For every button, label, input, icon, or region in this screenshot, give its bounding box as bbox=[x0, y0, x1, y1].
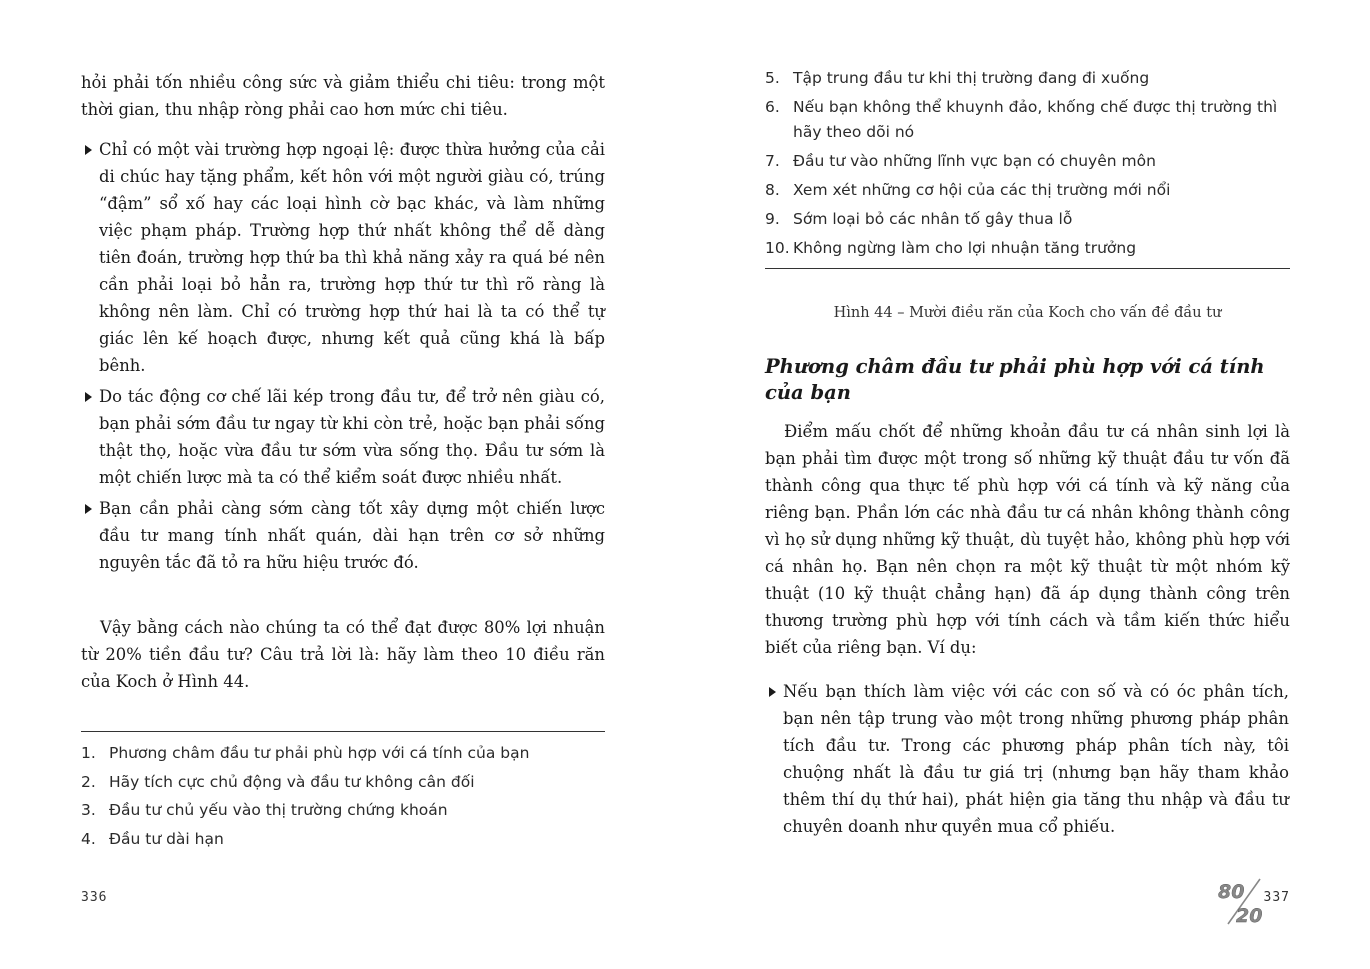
item-number: 9. bbox=[765, 210, 780, 228]
item-number: 3. bbox=[81, 801, 96, 819]
closing-paragraph: Vậy bằng cách nào chúng ta có thể đạt được 80% lợi nhuận từ 20% tiền đầu tư? Câu trả lời là: hãy làm theo 10 điều răn của Koch ở Hình 44. bbox=[81, 618, 605, 691]
right-bullet-list bbox=[765, 678, 1289, 844]
body-paragraph: Điểm mấu chốt để những khoản đầu tư cá nhân sinh lợi là bạn phải tìm được một trong số những kỹ thuật đầu tư vốn đã thành công qua thực tế phù hợp với cá tính và kỹ năng của riêng bạn. Phần lớn các nhà đầu tư cá nhân không thành công vì họ sử dụng những kỹ thuật, dù tuyệt hảo, không phù hợp với cá nhân họ. Bạn nên chọn ra một kỹ thuật từ một nhóm kỹ thuật (10 kỹ thuật chẳng hạn) đã áp dụng thành công trên thương trường phù hợp với tính cách và tầm kiến thức hiểu biết của riêng bạn. Ví dụ: bbox=[765, 422, 1290, 657]
section-heading: Phương châm đầu tư phải phù hợp với cá tính của bạn bbox=[765, 355, 1265, 404]
item-number: 2. bbox=[81, 772, 96, 791]
triangle-bullet-icon bbox=[85, 145, 92, 155]
item-text: Không ngừng làm cho lợi nhuận tăng trưởng bbox=[793, 239, 1137, 257]
item-number: 6. bbox=[765, 98, 780, 116]
list-item bbox=[81, 495, 605, 576]
list-item bbox=[765, 149, 1290, 174]
right-page bbox=[765, 0, 1290, 969]
list-item bbox=[81, 383, 605, 491]
list-item bbox=[765, 66, 1290, 91]
bullet-text: Do tác động cơ chế lãi kép trong đầu tư, để trở nên giàu có, bạn phải sớm đầu tư ngay từ khi còn trẻ, hoặc bạn phải sống thật thọ, hoặc vừa đầu tư sớm vừa sống thọ. Đầu tư sớm là một chiến lược mà ta có thể kiểm soát được nhiều nhất. bbox=[99, 387, 605, 487]
item-text: Đầu tư vào những lĩnh vực bạn có chuyên môn bbox=[793, 152, 1156, 170]
item-text: Tập trung đầu tư khi thị trường đang đi xuống bbox=[793, 69, 1150, 87]
item-text: Nếu bạn không thể khuynh đảo, khống chế được thị trường thì hãy theo dõi nó bbox=[793, 98, 1278, 141]
triangle-bullet-icon bbox=[85, 504, 92, 514]
logo-bottom-text: 20 bbox=[1236, 905, 1263, 926]
intro-paragraph: hỏi phải tốn nhiều công sức và giảm thiểu chi tiêu: trong một thời gian, thu nhập ròng phải cao hơn mức chi tiêu. bbox=[81, 73, 605, 119]
item-text: Hãy tích cực chủ động và đầu tư không cân đối bbox=[109, 772, 475, 791]
list-item bbox=[81, 739, 605, 768]
figure-top-rule bbox=[81, 731, 605, 732]
figure-bottom-rule bbox=[765, 268, 1290, 269]
page-number-left: 336 bbox=[81, 890, 108, 905]
list-item bbox=[765, 207, 1290, 232]
left-page bbox=[81, 0, 605, 969]
figure-caption: Hình 44 – Mười điều răn của Koch cho vấn đề đầu tư bbox=[833, 305, 1222, 321]
list-item bbox=[765, 95, 1290, 145]
list-item bbox=[81, 796, 605, 825]
commandments-list-part-2 bbox=[765, 66, 1290, 265]
item-number: 5. bbox=[765, 69, 780, 87]
left-bullet-list bbox=[81, 136, 605, 580]
item-number: 8. bbox=[765, 181, 780, 199]
list-item bbox=[765, 178, 1290, 203]
list-item bbox=[81, 825, 605, 854]
list-item bbox=[81, 136, 605, 379]
triangle-bullet-icon bbox=[769, 687, 776, 697]
item-number: 1. bbox=[81, 744, 96, 762]
list-item bbox=[765, 236, 1290, 261]
bullet-text: Bạn cần phải càng sớm càng tốt xây dựng một chiến lược đầu tư mang tính nhất quán, dài hạn trên cơ sở những nguyên tắc đã tỏ ra hữu hiệu trước đó. bbox=[99, 499, 605, 572]
item-text: Đầu tư chủ yếu vào thị trường chứng khoán bbox=[109, 801, 448, 819]
commandments-list-part-1 bbox=[81, 739, 605, 853]
item-number: 4. bbox=[81, 829, 96, 848]
page-number-right: 337 bbox=[1263, 890, 1290, 905]
bullet-text: Chỉ có một vài trường hợp ngoại lệ: được thừa hưởng của cải di chúc hay tặng phẩm, kết hôn với một người giàu có, trúng “đậm” sổ xố hay các loại hình cờ bạc khác, và làm những việc phạm pháp. Trường hợp thứ nhất không thể dễ dàng tiên đoán, trường hợp thứ ba thì khả năng xảy ra quá bé nên cần phải loại bỏ hẳn ra, trường hợp thứ tư thì rõ ràng là không nên làm. Chỉ có trường hợp thứ hai là ta có thể tự giác lên kế hoạch được, nhưng kết quả cũng khá là bấp bênh. bbox=[99, 140, 605, 375]
item-number: 10. bbox=[765, 239, 790, 257]
item-text: Phương châm đầu tư phải phù hợp với cá tính của bạn bbox=[109, 744, 530, 762]
bullet-text: Nếu bạn thích làm việc với các con số và có óc phân tích, bạn nên tập trung vào một trong những phương pháp phân tích đầu tư. Trong các phương pháp phân tích này, tôi chuộng nhất là đầu tư giá trị (nhưng bạn hãy tham khảo thêm thí dụ thứ hai), phát hiện gia tăng thu nhập và đầu tư chuyên doanh như quyền mua cổ phiếu. bbox=[783, 682, 1289, 836]
item-text: Sớm loại bỏ các nhân tố gây thua lỗ bbox=[793, 210, 1073, 228]
item-text: Đầu tư dài hạn bbox=[109, 829, 224, 848]
logo-top-text: 80 bbox=[1218, 881, 1245, 903]
triangle-bullet-icon bbox=[85, 392, 92, 402]
list-item bbox=[81, 768, 605, 797]
list-item bbox=[765, 678, 1289, 840]
item-text: Xem xét những cơ hội của các thị trường mới nổi bbox=[793, 181, 1171, 199]
item-number: 7. bbox=[765, 152, 780, 170]
